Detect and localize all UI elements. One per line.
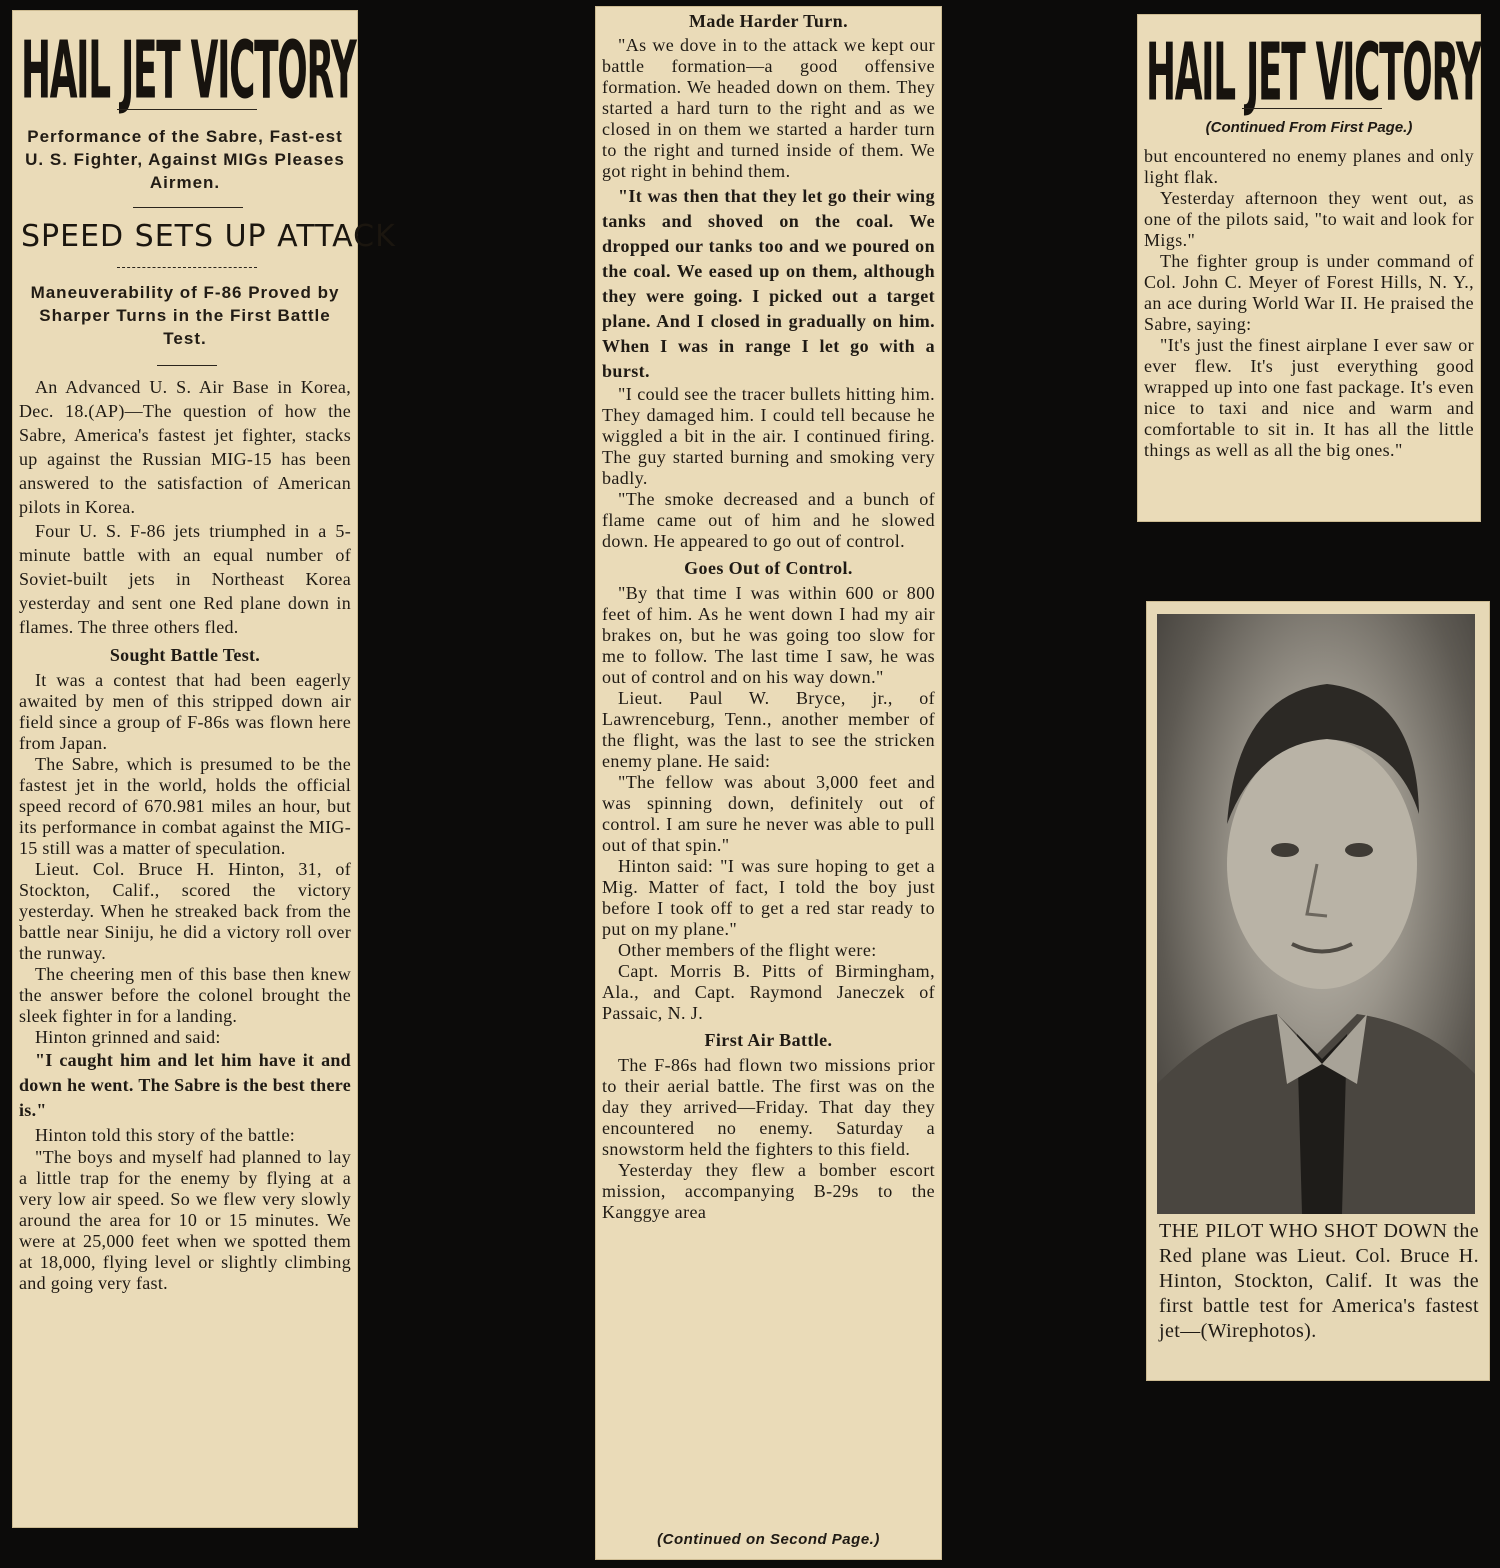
paragraph: "As we dove in to the attack we kept our battle formation—a good offensive formation. We headed down on them. They started a hard turn to the right and as we closed in on them we started a harder turn to the right and turned inside of them. We got right in behind them. [602, 35, 935, 181]
quote: "I caught him and let him have it and down he went. The Sabre is the best there is." [19, 1050, 351, 1120]
paragraph: Lieut. Paul W. Bryce, jr., of Lawrenceburg, Tenn., another member of the flight, was the last to see the stricken enemy plane. He said: [602, 688, 935, 771]
paragraph: The fighter group is under command of Col. John C. Meyer of Forest Hills, N. Y., an ace during World War II. He praised the Sabre, saying: [1144, 251, 1474, 334]
divider [133, 207, 243, 208]
paragraph: The F-86s had flown two missions prior to their aerial battle. The first was on the day they arrived—Friday. That day they encountered no enemy. Saturday a snowstorm held the fighters to this field. [602, 1055, 935, 1159]
paragraph: Hinton grinned and said: [35, 1027, 221, 1047]
paragraph: Lieut. Col. Bruce H. Hinton, 31, of Stockton, Calif., scored the victory yesterday. When he streaked back from the battle near Siniju, he did a victory roll over the runway. [19, 859, 351, 963]
paragraph: "I could see the tracer bullets hitting him. They damaged him. I could tell because he wiggled a bit in the air. I continued firing. The guy started burning and smoking very badly. [602, 384, 935, 488]
continued-note: (Continued on Second Page.) [657, 1531, 880, 1548]
paragraph: Yesterday they flew a bomber escort mission, accompanying B-29s to the Kanggye area [602, 1160, 935, 1222]
divider [157, 365, 217, 366]
headline: HAIL JET VICTORY [1146, 27, 1481, 120]
headline: HAIL JET VICTORY [21, 25, 356, 118]
paragraph: Hinton told this story of the battle: [35, 1125, 296, 1145]
section-heading: First Air Battle. [704, 1030, 833, 1050]
deck-2: Maneuverability of F-86 Proved by Sharper Turns in the First Battle Test. [30, 283, 340, 348]
photo-caption: THE PILOT WHO SHOT DOWN the Red plane was Lieut. Col. Bruce H. Hinton, Stockton, Calif. It was the first battle test for America's fastest jet—(Wirephotos). [1159, 1220, 1479, 1342]
photo-clipping [1146, 601, 1490, 1381]
paragraph: It was a contest that had been eagerly awaited by men of this stripped down air field since a group of F-86s was flown here from Japan. [19, 670, 351, 753]
bold-paragraph: "It was then that they let go their wing tanks and shoved on the coal. We dropped our tanks too and we poured on the coal. We eased up on them, although they were going. I picked out a target plane. And I closed in gradually on him. When I was in range I let go with a burst. [602, 186, 935, 381]
divider [117, 109, 257, 110]
deck-1: Performance of the Sabre, Fast-est U. S. Fighter, Against MIGs Pleases Airmen. [25, 127, 345, 192]
article-body [19, 375, 351, 1294]
left-clipping [12, 10, 396, 1528]
paragraph: The cheering men of this base then knew the answer before the colonel brought the sleek fighter in for a landing. [19, 964, 351, 1026]
paragraph: An Advanced U. S. Air Base in Korea, Dec. 18.(AP)—The question of how the Sabre, America's fastest jet fighter, stacks up against the Russian MIG-15 has been answered to the satisfaction of American pilots in Korea. [19, 377, 351, 517]
article-body [1144, 146, 1474, 461]
paragraph: The Sabre, which is presumed to be the fastest jet in the world, holds the official speed record of 670.981 miles an hour, but its performance in combat against the MIG-15 still was a matter of speculation. [19, 754, 351, 858]
divider [1242, 108, 1382, 109]
paragraph: "It's just the finest airplane I ever saw or ever flew. It's just everything good wrapped up into one fast package. It's even nice to taxi and nice and warm and comfortable to sit in. It has all the little things as well as all the big ones." [1144, 335, 1474, 460]
paragraph: Hinton said: "I was sure hoping to get a Mig. Matter of fact, I told the boy just before I took off to get a red star ready to put on my plane." [602, 856, 935, 939]
section-heading: Goes Out of Control. [684, 558, 853, 578]
section-heading: Sought Battle Test. [109, 645, 261, 665]
portrait-icon [1157, 614, 1475, 1214]
paragraph: Yesterday afternoon they went out, as one of the pilots said, "to wait and look for Migs." [1144, 188, 1474, 250]
section-heading: Made Harder Turn. [689, 11, 848, 31]
article-body [602, 9, 935, 1223]
paragraph: "The smoke decreased and a bunch of flame came out of him and he slowed down. He appeared to go out of control. [602, 489, 935, 551]
paragraph: "By that time I was within 600 or 800 feet of him. As he went down I had my air brakes on, but he was going too slow for me to follow. The last time I saw, he was out of control and on his way down." [602, 583, 935, 687]
divider [117, 267, 257, 268]
pilot-portrait-image [1157, 614, 1475, 1214]
paragraph: Capt. Morris B. Pitts of Birmingham, Ala., and Capt. Raymond Janeczek of Passaic, N. J. [602, 961, 935, 1023]
paragraph: "The fellow was about 3,000 feet and was spinning down, definitely out of control. I am sure he never was able to pull out of that spin." [602, 772, 935, 855]
right-clipping [1137, 14, 1481, 522]
paragraph: "The boys and myself had planned to lay a little trap for the enemy by flying at a very low air speed. So we flew very slowly around the area for 10 or 15 minutes. We were at 25,000 feet when we spotted them at 18,000, flying level or slightly climbing and going very fast. [19, 1147, 351, 1293]
subhead: SPEED SETS UP ATTACK [21, 219, 396, 254]
middle-clipping [595, 6, 942, 1560]
paragraph: Other members of the flight were: [618, 940, 877, 960]
paragraph: Four U. S. F-86 jets triumphed in a 5-minute battle with an equal number of Soviet-built jets in Northeast Korea yesterday and sent one Red plane down in flames. The three others fled. [19, 521, 351, 637]
paragraph: but encountered no enemy planes and only light flak. [1144, 146, 1474, 187]
continued-note: (Continued From First Page.) [1205, 119, 1413, 136]
